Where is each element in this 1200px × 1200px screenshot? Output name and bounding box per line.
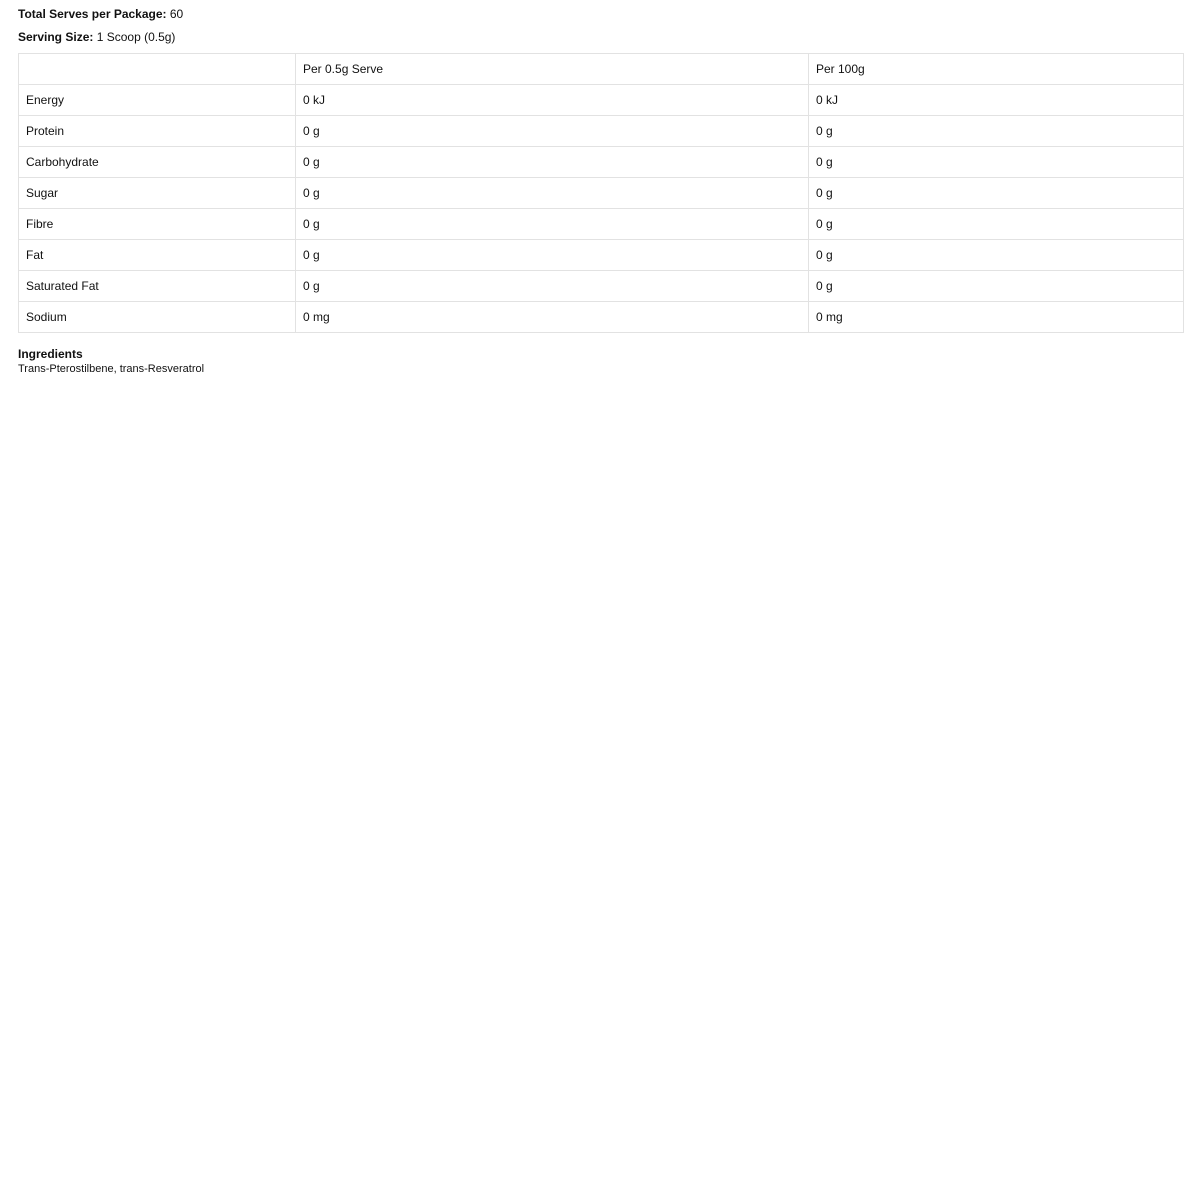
total-serves bbox=[18, 7, 183, 21]
table-row bbox=[19, 116, 1184, 147]
per-100g-value: 0 kJ bbox=[809, 85, 1184, 116]
per-serve-value: 0 mg bbox=[296, 302, 809, 333]
nutrition-table bbox=[18, 53, 1184, 333]
per-serve-value: 0 g bbox=[296, 147, 809, 178]
ingredients-section bbox=[18, 347, 204, 377]
per-100g-value: 0 g bbox=[809, 240, 1184, 271]
total-serves-value: 60 bbox=[169, 7, 184, 21]
per-100g-value: 0 g bbox=[809, 209, 1184, 240]
per-100g-value: 0 g bbox=[809, 271, 1184, 302]
table-row bbox=[19, 209, 1184, 240]
table-row bbox=[19, 240, 1184, 271]
per-serve-value: 0 g bbox=[296, 271, 809, 302]
per-serve-value: 0 kJ bbox=[296, 85, 809, 116]
serving-size-value: 1 Scoop (0.5g) bbox=[96, 30, 176, 44]
table-row bbox=[19, 178, 1184, 209]
table-header-row bbox=[19, 54, 1184, 85]
per-serve-value: 0 g bbox=[296, 240, 809, 271]
per-serve-value: 0 g bbox=[296, 178, 809, 209]
header-per-serve: Per 0.5g Serve bbox=[296, 54, 809, 85]
nutrient-name: Saturated Fat bbox=[19, 271, 296, 302]
per-serve-value: 0 g bbox=[296, 116, 809, 147]
nutrient-name: Protein bbox=[19, 116, 296, 147]
nutrient-name: Energy bbox=[19, 85, 296, 116]
table-row bbox=[19, 85, 1184, 116]
header-nutrient bbox=[19, 54, 296, 85]
table-row bbox=[19, 271, 1184, 302]
table-row bbox=[19, 147, 1184, 178]
nutrient-name: Carbohydrate bbox=[19, 147, 296, 178]
table-row bbox=[19, 302, 1184, 333]
serving-size bbox=[18, 30, 175, 44]
total-serves-label: Total Serves per Package: bbox=[18, 7, 167, 21]
nutrition-table-body bbox=[19, 85, 1184, 333]
per-100g-value: 0 mg bbox=[809, 302, 1184, 333]
per-100g-value: 0 g bbox=[809, 178, 1184, 209]
header-per-100g: Per 100g bbox=[809, 54, 1184, 85]
nutrient-name: Fibre bbox=[19, 209, 296, 240]
ingredients-title: Ingredients bbox=[18, 347, 83, 361]
ingredients-text: Trans-Pterostilbene, trans-Resveratrol bbox=[18, 363, 205, 375]
serving-size-label: Serving Size: bbox=[18, 30, 94, 44]
per-100g-value: 0 g bbox=[809, 116, 1184, 147]
nutrient-name: Fat bbox=[19, 240, 296, 271]
per-100g-value: 0 g bbox=[809, 147, 1184, 178]
per-serve-value: 0 g bbox=[296, 209, 809, 240]
nutrient-name: Sugar bbox=[19, 178, 296, 209]
nutrient-name: Sodium bbox=[19, 302, 296, 333]
